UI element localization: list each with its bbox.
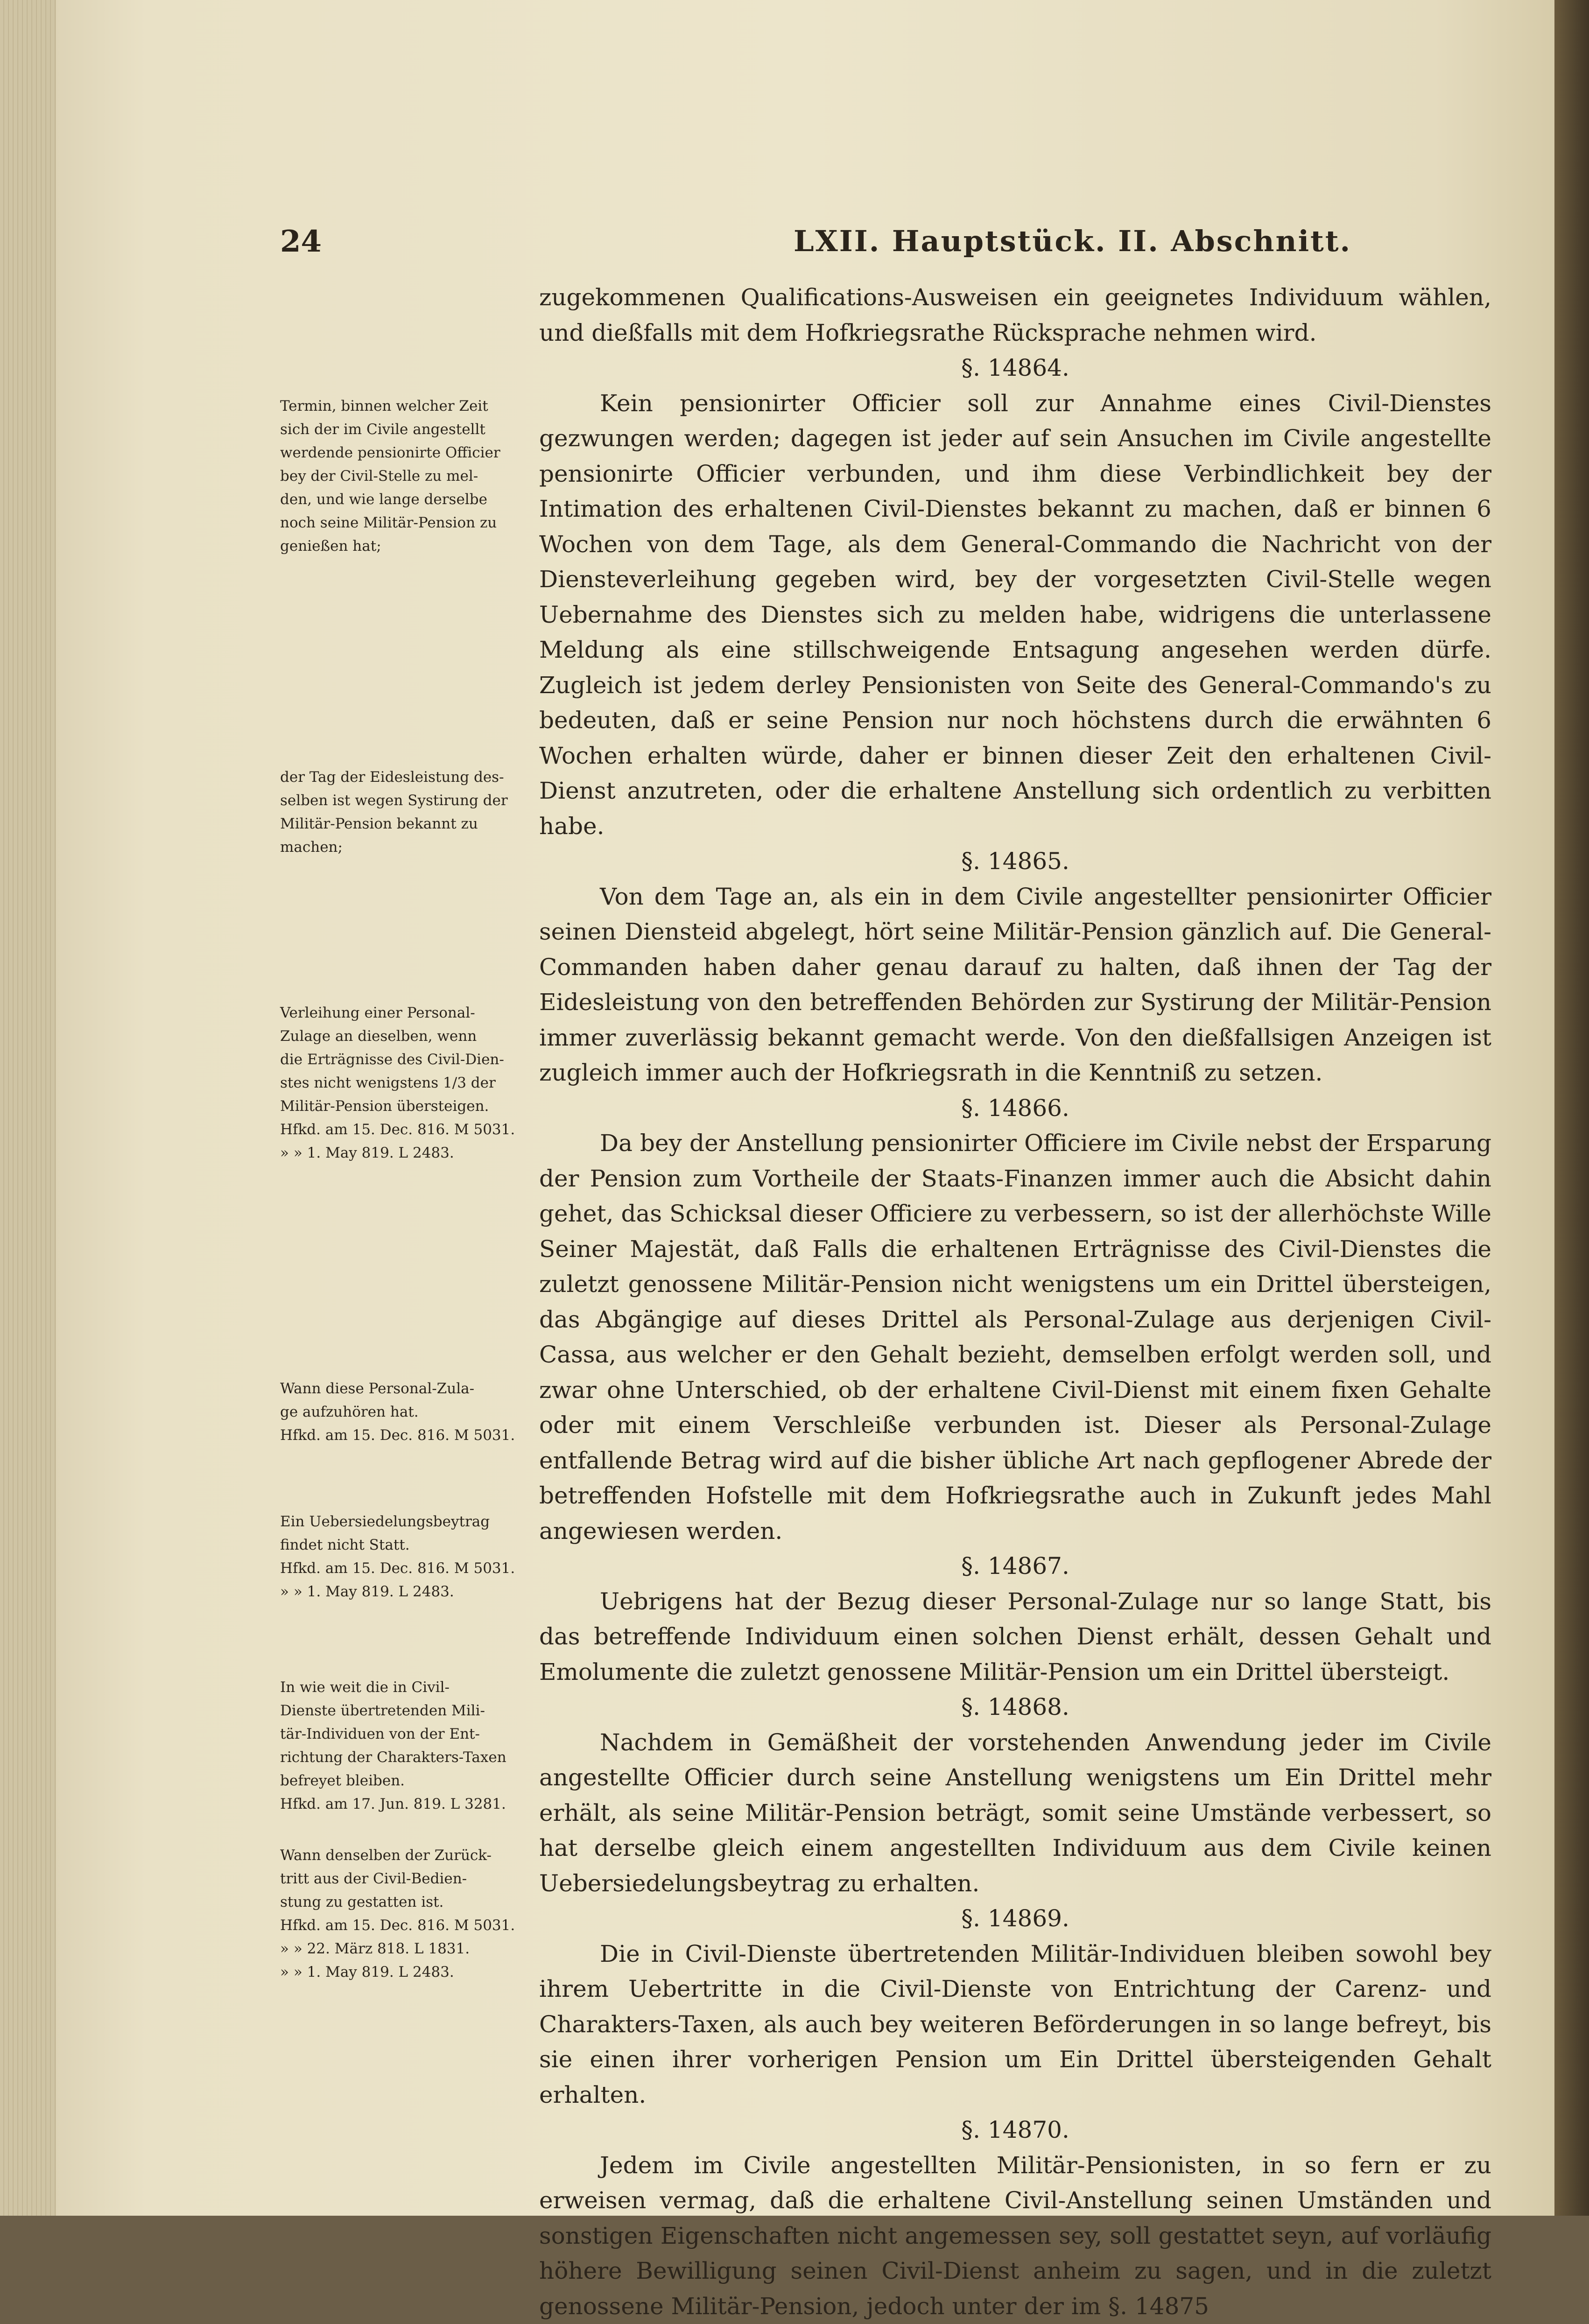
margin-note-line: Militär-Pension übersteigen.: [280, 1095, 541, 1118]
section-paragraph: Da bey der Anstellung pensionirter Officiere im Civile nebst der Ersparung der Pension zum Vortheile der Staats-Finanzen immer auch die Absicht dahin gehet, das Schicksal dieser Officiere zu verbessern, so ist der allerhöchste Wille Seiner Majestät, daß Falls die erhaltenen Erträgnisse des Civil-Dienstes die zuletzt genossene Militär-Pension nicht wenigstens um ein Drittel übersteigen, das Abgängige auf dieses Drittel als Personal-Zulage aus derjenigen Civil-Cassa, aus welcher er den Gehalt bezieht, demselben erfolgt werden soll, und zwar ohne Unterschied, ob der erhaltene Civil-Dienst mit einem fixen Gehalte oder mit einem Verschleiße verbunden ist. Dieser als Personal-Zulage entfallende Betrag wird auf die bisher übliche Art nach gepflogener Abrede der betreffenden Hofstelle mit dem Hofkriegsrathe auch in Zukunft jedes Mahl angewiesen werden.: [539, 1126, 1491, 1549]
margin-note-line: Verleihung einer Personal-: [280, 1001, 541, 1025]
section-heading: §. 14868.: [539, 1690, 1491, 1725]
continuation-paragraph: zugekommenen Qualifications-Ausweisen ein geeignetes Individuum wählen, und dießfalls mit dem Hofkriegsrathe Rücksprache nehmen wird.: [539, 280, 1491, 351]
margin-note-reference: » » 1. May 819. L 2483.: [280, 1960, 541, 1984]
binding-edge: [1554, 0, 1589, 2216]
margin-note-termin: [280, 394, 541, 558]
margin-note-line: Termin, binnen welcher Zeit: [280, 394, 541, 418]
margin-note-line: bey der Civil-Stelle zu mel-: [280, 464, 541, 488]
margin-note-line: tritt aus der Civil-Bedien-: [280, 1867, 541, 1890]
margin-note-line: der Tag der Eidesleistung des-: [280, 765, 541, 789]
margin-note-reference: » » 22. März 818. L 1831.: [280, 1937, 541, 1960]
margin-note-uebersiedelung: [280, 1510, 541, 1603]
section-paragraph: Von dem Tage an, als ein in dem Civile angestellter pensionirter Officier seinen Diensteid abgelegt, hört seine Militär-Pension gänzlich auf. Die General-Commanden haben daher genau darauf zu halten, daß ihnen der Tag der Eidesleistung von den betreffenden Behörden zur Systirung der Militär-Pension immer zuverlässig bekannt gemacht werde. Von den dießfallsigen Anzeigen ist zugleich immer auch der Hofkriegsrath in die Kenntniß zu setzen.: [539, 879, 1491, 1091]
running-head: LXII. Hauptstück. II. Abschnitt.: [794, 224, 1351, 258]
margin-note-line: Wann diese Personal-Zula-: [280, 1377, 541, 1400]
margin-note-eidesleistung: [280, 765, 541, 859]
margin-note-line: In wie weit die in Civil-: [280, 1676, 541, 1699]
margin-note-line: noch seine Militär-Pension zu: [280, 511, 541, 534]
section-paragraph: Jedem im Civile angestellten Militär-Pensionisten, in so fern er zu erweisen vermag, daß die erhaltene Civil-Anstellung seinen Umständen und sonstigen Eigenschaften nicht angemessen sey, soll gestattet seyn, auf vorläufig höhere Bewilligung seinen Civil-Dienst anheim zu sagen, und in die zuletzt genossene Militär-Pension, jedoch unter der im §. 14875: [539, 2148, 1491, 2324]
section-heading: §. 14866.: [539, 1091, 1491, 1126]
margin-note-personal-zulage: [280, 1001, 541, 1165]
section-heading: §. 14865.: [539, 844, 1491, 879]
margin-note-reference: » » 1. May 819. L 2483.: [280, 1580, 541, 1603]
main-text: [539, 280, 1491, 2324]
margin-note-line: Militär-Pension bekannt zu: [280, 812, 541, 836]
page-number: 24: [280, 224, 322, 259]
section-heading: §. 14867.: [539, 1549, 1491, 1584]
margin-note-line: richtung der Charakters-Taxen: [280, 1746, 541, 1769]
section-heading: §. 14864.: [539, 351, 1491, 386]
section-paragraph: Kein pensionirter Officier soll zur Annahme eines Civil-Dienstes gezwungen werden; dagegen ist jeder auf sein Ansuchen im Civile angestellte pensionirte Officier verbunden, und ihm diese Verbindlichkeit bey der Intimation des erhaltenen Civil-Dienstes bekannt zu machen, daß er binnen 6 Wochen von dem Tage, als dem General-Commando die Nachricht von der Diensteverleihung gegeben wird, bey der vorgesetzten Civil-Stelle wegen Uebernahme des Dienstes sich zu melden habe, widrigens die unterlassene Meldung als eine stillschweigende Entsagung angesehen werden dürfe. Zugleich ist jedem derley Pensionisten von Seite des General-Commando's zu bedeuten, daß er seine Pension nur noch höchstens durch die erwähnten 6 Wochen erhalten würde, daher er binnen dieser Zeit den erhaltenen Civil-Dienst anzutreten, oder die erhaltene Anstellung sich ordentlich zu verbitten habe.: [539, 386, 1491, 844]
margin-note-reference: Hfkd. am 15. Dec. 816. M 5031.: [280, 1424, 541, 1447]
margin-note-line: ge aufzuhören hat.: [280, 1400, 541, 1424]
margin-note-reference: Hfkd. am 15. Dec. 816. M 5031.: [280, 1557, 541, 1580]
margin-note-line: stes nicht wenigstens 1/3 der: [280, 1071, 541, 1095]
margin-note-line: den, und wie lange derselbe: [280, 488, 541, 511]
margin-note-reference: Hfkd. am 15. Dec. 816. M 5031.: [280, 1118, 541, 1141]
margin-note-line: werdende pensionirte Officier: [280, 441, 541, 464]
margin-note-charakters-taxen: [280, 1676, 541, 1816]
section-heading: §. 14869.: [539, 1901, 1491, 1937]
section-paragraph: Nachdem in Gemäßheit der vorstehenden Anwendung jeder im Civile angestellte Officier durch seine Anstellung wenigstens um Ein Drittel mehr erhält, als seine Militär-Pension beträgt, somit seine Umstände verbessert, so hat derselbe gleich einem angestellten Individuum aus dem Civile keinen Uebersiedelungsbeytrag zu erhalten.: [539, 1725, 1491, 1902]
margin-note-line: Ein Uebersiedelungsbeytrag: [280, 1510, 541, 1533]
section-paragraph: Uebrigens hat der Bezug dieser Personal-Zulage nur so lange Statt, bis das betreffende Individuum einen solchen Dienst erhält, dessen Gehalt und Emolumente die zuletzt genossene Militär-Pension um ein Drittel übersteigt.: [539, 1584, 1491, 1690]
margin-note-line: findet nicht Statt.: [280, 1533, 541, 1557]
margin-note-line: genießen hat;: [280, 534, 541, 558]
margin-note-line: die Erträgnisse des Civil-Dien-: [280, 1048, 541, 1071]
margin-note-line: selben ist wegen Systirung der: [280, 789, 541, 812]
section-paragraph: Die in Civil-Dienste übertretenden Militär-Individuen bleiben sowohl bey ihrem Uebertritte in die Civil-Dienste von Entrichtung der Carenz- und Charakters-Taxen, als auch bey weiteren Beförderungen in so lange befreyt, bis sie einen ihrer vorherigen Pension um Ein Drittel übersteigenden Gehalt erhalten.: [539, 1937, 1491, 2113]
margin-note-zuruecktritt: [280, 1844, 541, 1984]
margin-note-line: Zulage an dieselben, wenn: [280, 1025, 541, 1048]
margin-note-line: Dienste übertretenden Mili-: [280, 1699, 541, 1722]
page-stack-edges: [0, 0, 56, 2216]
margin-note-reference: » » 1. May 819. L 2483.: [280, 1141, 541, 1165]
margin-note-line: machen;: [280, 836, 541, 859]
margin-note-reference: Hfkd. am 15. Dec. 816. M 5031.: [280, 1914, 541, 1937]
margin-note-line: stung zu gestatten ist.: [280, 1890, 541, 1914]
page-header: [280, 219, 1214, 271]
margin-note-line: befreyet bleiben.: [280, 1769, 541, 1792]
margin-note-line: tär-Individuen von der Ent-: [280, 1722, 541, 1746]
margin-note-reference: Hfkd. am 17. Jun. 819. L 3281.: [280, 1792, 541, 1816]
margin-note-zulage-ende: [280, 1377, 541, 1447]
section-heading: §. 14870.: [539, 2113, 1491, 2148]
margin-note-line: sich der im Civile angestellt: [280, 418, 541, 441]
margin-note-line: Wann denselben der Zurück-: [280, 1844, 541, 1867]
